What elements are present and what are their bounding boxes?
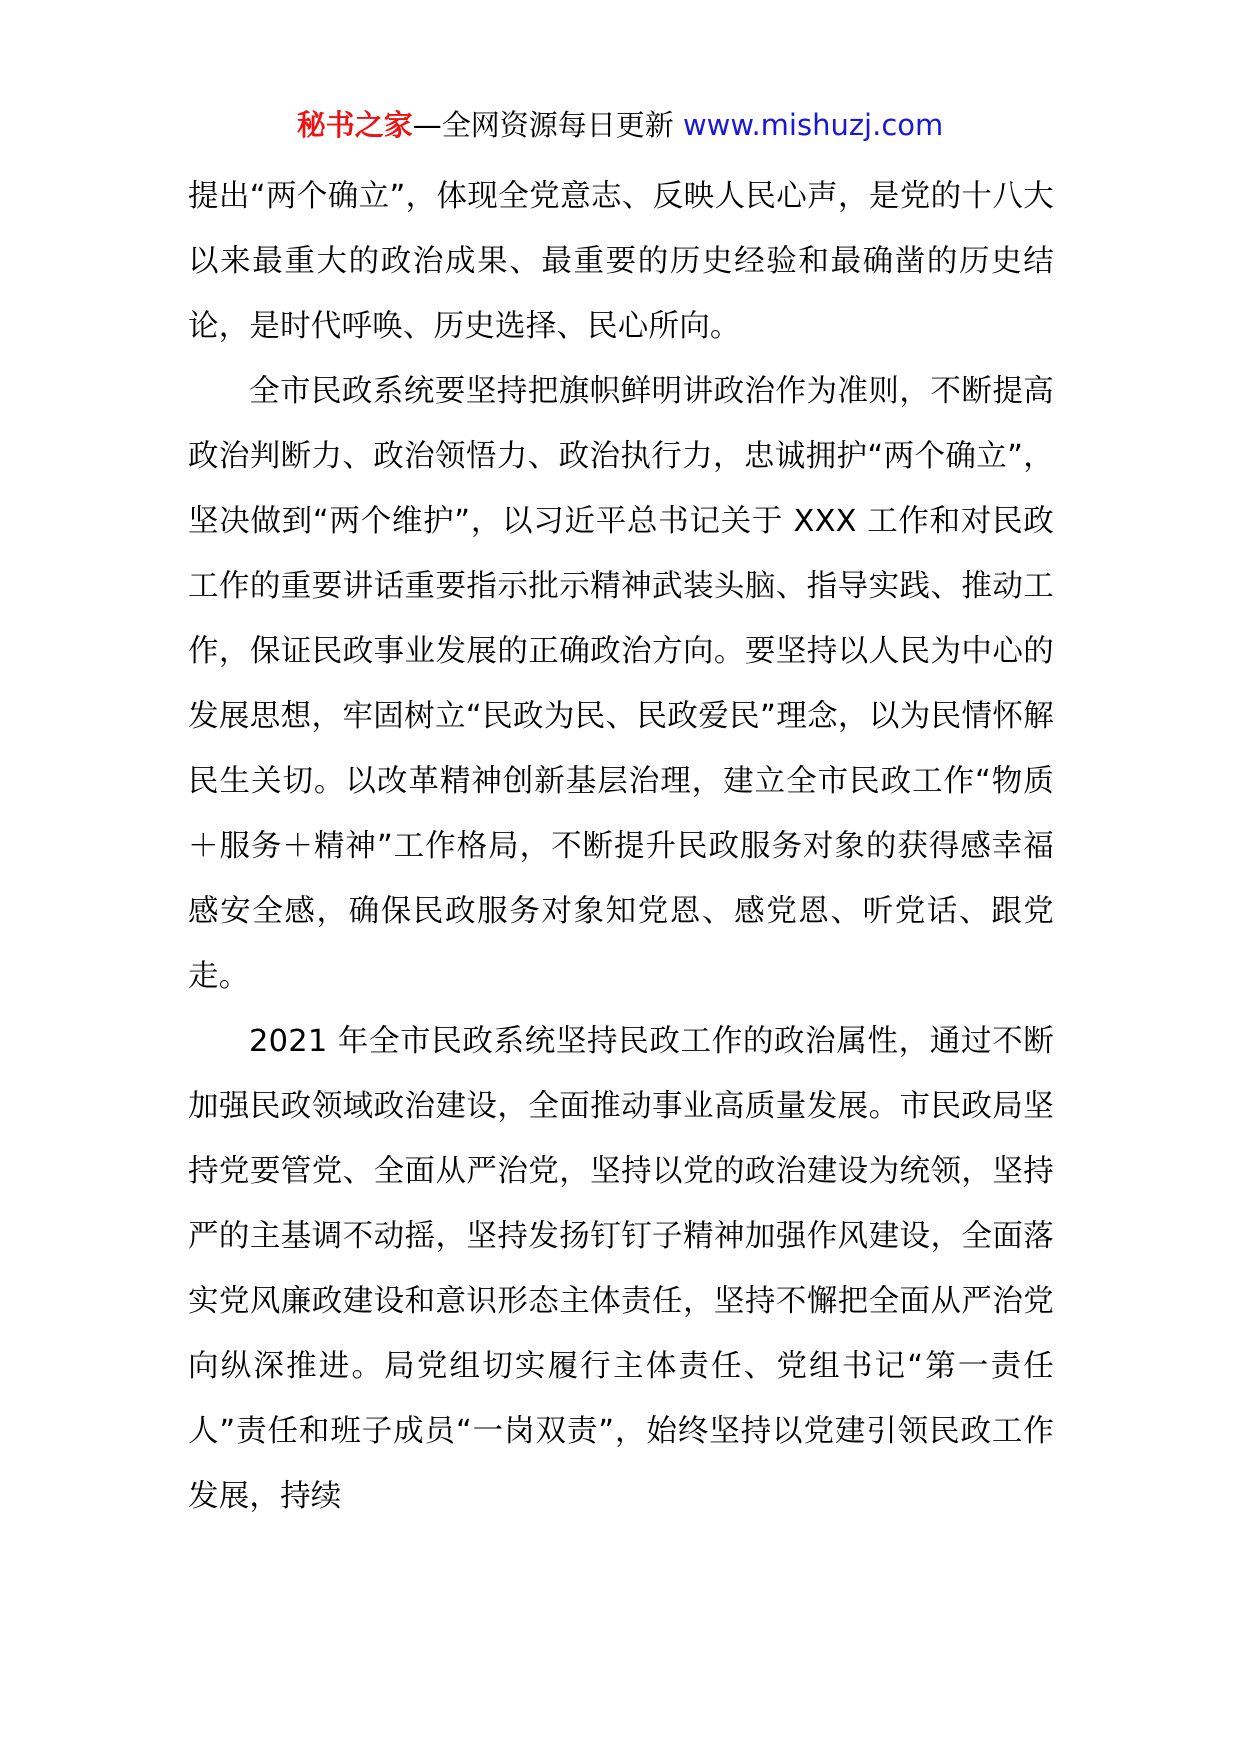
header-tagline: —全网资源每日更新 [412, 108, 683, 142]
paragraph-1: 提出“两个确立”，体现全党意志、反映人民心声，是党的十八大以来最重大的政治成果、最重要的历史经验和最确凿的历史结论，是时代呼唤、历史选择、民心所向。 [188, 179, 1054, 344]
page-header [0, 100, 1240, 150]
document-body [188, 164, 1054, 1529]
paragraph-2: 全市民政系统要坚持把旗帜鲜明讲政治作为准则，不断提高政治判断力、政治领悟力、政治执行力，忠诚拥护“两个确立”，坚决做到“两个维护”，以习近平总书记关于 XXX 工作和对民政工作的重要讲话重要指示批示精神武装头脑、指导实践、推动工作，保证民政事业发展的正确政治方向。要坚持以人民为中心的发展思想，牢固树立“民政为民、民政爱民”理念，以为民情怀解民生关切。以改革精神创新基层治理，建立全市民政工作“物质＋服务＋精神”工作格局，不断提升民政服务对象的获得感幸福感安全感，确保民政服务对象知党恩、感党恩、听党话、跟党走。 [188, 374, 1054, 994]
paragraph-3: 2021 年全市民政系统坚持民政工作的政治属性，通过不断加强民政领域政治建设，全面推动事业高质量发展。市民政局坚持党要管党、全面从严治党，坚持以党的政治建设为统领，坚持严的主基调不动摇，坚持发扬钉钉子精神加强作风建设，全面落实党风廉政建设和意识形态主体责任，坚持不懈把全面从严治党向纵深推进。局党组切实履行主体责任、党组书记“第一责任人”责任和班子成员“一岗双责”，始终坚持以党建引领民政工作发展，持续 [188, 1024, 1054, 1514]
brand-name: 秘书之家 [296, 108, 413, 142]
site-url-link[interactable]: www.mishuzj.com [682, 108, 944, 142]
